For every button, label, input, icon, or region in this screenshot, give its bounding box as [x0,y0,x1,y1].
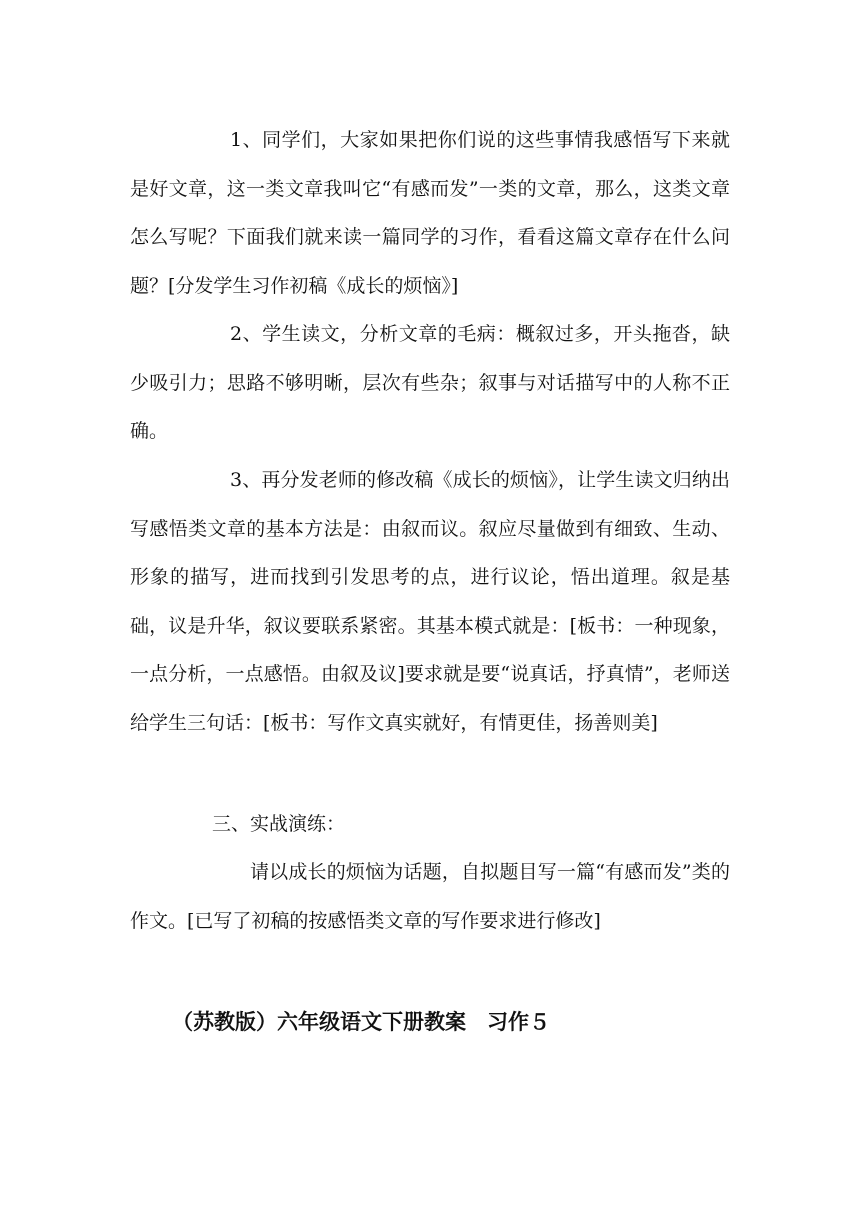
paragraph-step-3: 3、再分发老师的修改稿《成长的烦恼》，让学生读文归纳出写感悟类文章的基本方法是：由叙而议。叙应尽量做到有细致、生动、形象的描写，进而找到引发思考的点，进行议论，悟出道理。叙是基础，议是升华，叙议要联系紧密。其基本模式就是：[板书：一种现象，一点分析，一点感悟。由叙及议]要求就是要“说真话，抒真情”，老师送给学生三句话：[板书：写作文真实就好，有情更佳，扬善则美] [130,469,730,734]
section-heading-practice: 三、实战演练： [212,813,346,835]
next-lesson-title: （苏教版）六年级语文下册教案 习作５ [172,1009,550,1034]
paragraph-step-1: 1、同学们，大家如果把你们说的这些事情我感悟写下来就是好文章，这一类文章我叫它“有感而发”一类的文章，那么，这类文章怎么写呢？下面我们就来读一篇同学的习作，看看这篇文章存在什么问题？[分发学生习作初稿《成长的烦恼》] [130,129,730,297]
paragraph-exercise: 请以成长的烦恼为话题，自拟题目写一篇“有感而发”类的作文。[已写了初稿的按感悟类文章的写作要求进行修改] [130,861,730,932]
paragraph-step-2: 2、学生读文，分析文章的毛病：概叙过多，开头拖沓，缺少吸引力；思路不够明晰，层次有些杂；叙事与对话描写中的人称不正确。 [130,323,730,442]
